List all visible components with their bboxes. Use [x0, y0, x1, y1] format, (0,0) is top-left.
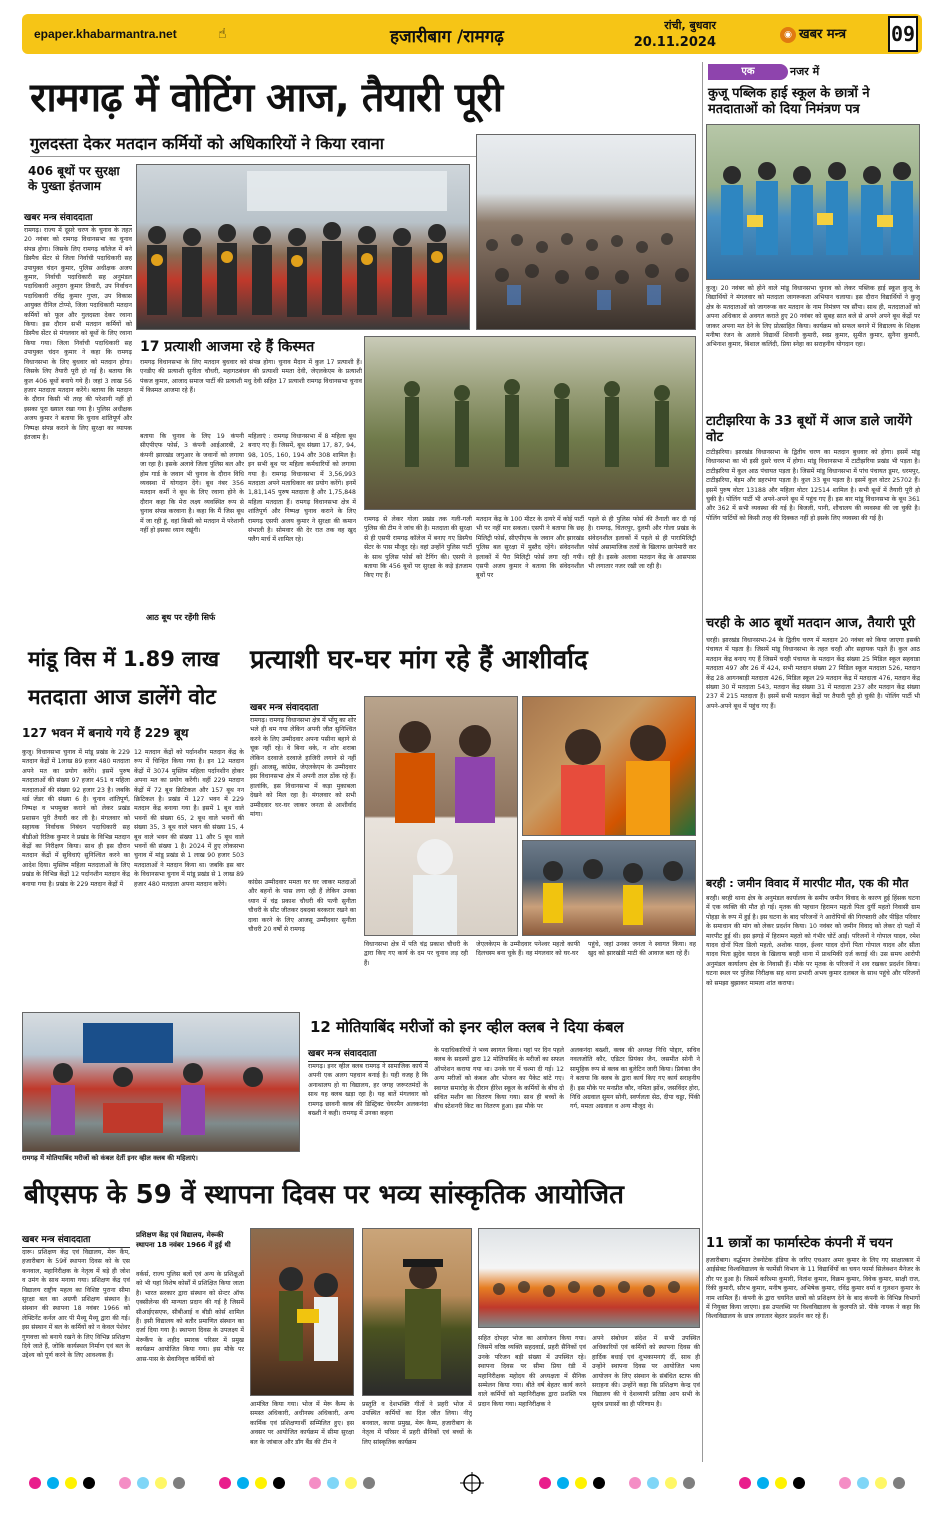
candidates-body: रामगढ़ विधानसभा के लिए मतदान बुधवार को संपन्न होगा। चुनाव मैदान में कुल 17 प्रत्याशी हैं। एनडीए की प्रत्याशी सुनीता चौधरी, महागठबंधन की प्रत्याशी ममता देवी, जेएलकेएम के प्रत्याशी पंकज कुमार, आजाद समाज पार्टी की प्रत्याशी मधु देवी सहित 17 प्रत्याशी रामगढ़ विधानसभा चुनाव में किस्मत आजमा रहे हैं।	[140, 359, 362, 395]
charhi-body: चरही। झारखंड विधानसभा-24 के द्वितीय चरण में मतदान 20 नवंबर को किया जाएगा इसकी पंचायत में पड़ता है। जिसमें मांडू विधानसभा के तहत चरही और सहायक पड़ते हैं। कुल आठ मतदान केंद्र बनाए गए हैं जिसमें चरही पंचायत के मतदान केंद्र संख्या 25 मिडिल स्कूल सहवाडा मतदाता 497 और 26 में 424, सभी मतदान संख्या 27 मिडिल स्कूल मतदाता 526, मतदान केंद्र 28 आगनबाड़ी मतदाता 426, मिडिल स्कूल 29 मतदान केंद्र में मतदाता 476, मतदान केंद्र संख्या 30 में मतदाता 543, मतदान केंद्र संख्या 31 में मतदाता 237 और मतदान केंद्र संख्या 237 में 215 मतदाता हैं। इसमें सभी मतदान केंद्रों पर तैयारी पूरी हो चुकी है। पोलिंग पार्टी भी अपने-अपने बूथ में पहुंच गए हैं।	[706, 637, 920, 710]
lead-body-col4: रामगढ़ से लेकर गोला प्रखंड तक गली-गली पुलिस की टीम ने जांच की है। मतदाता की सुरक्षा से ही एसपी रामगढ़ कॉलेज में बनाए गए डिस्पैच सेंटर के पास मौजूद रहे। वहां उन्होंने पुलिस पार्टी के साथ पुलिस फोर्स को टैगिंग की। एसपी ने बताया कि 456 बूथों पर सुरक्षा के कड़े इंतजाम किए गए हैं।	[364, 516, 472, 580]
mandu-headline-line2: मतदाता आज डालेंगे वोट	[28, 685, 216, 709]
candidate-mamta-photo	[522, 696, 696, 836]
saluting-officer-icon	[363, 1229, 472, 1396]
bsf-side-note: प्रशिक्षण केंद्र एवं विद्यालय, मेरूकी स्थापना 18 नवंबर 1966 में हुई थी	[136, 1231, 231, 1249]
women-greeting-icon	[523, 697, 696, 836]
inner-wheel-caption: रामगढ़ में मोतियाबिंद मरीजों को कंबल देतीं इनर व्हील क्लब की महिलाएं।	[22, 1154, 198, 1162]
bsf-function-photo	[478, 1228, 700, 1328]
issue-date: 20.11.2024	[633, 35, 716, 50]
lead-body-col6: पहले से ही पुलिस फोर्स की तैनाती कर दी गई है। रामगढ़, चितरपुर, दुलमी और गोला प्रखंड के संवेदनशील इलाकों में पहले से ही पारामिलिट्री फोर्स असामाजिक तत्वों के खिलाफ छापेमारी कर रही है। इसके अलावा मतदान केंद्र के आसपास भी लगातार नजर रखी जा रही है।	[588, 516, 696, 571]
bsf-officer-photo	[362, 1228, 472, 1396]
lead-subheadline: गुलदस्ता देकर मतदान कर्मियों को अधिकारियों ने किया रवाना	[30, 132, 490, 157]
mandu-body-col2: 12 मतदान केंद्रों को पर्दानशीन मतदान केंद्र के रूप में चिन्हित किया गया है। इन 12 मतदान केंद्रों में 3074 मुस्लिम महिला पर्दानशीन होकर अपना मत का प्रयोग करेंगी। वहीं 229 मतदान केंद्रों में 72 बूथ क्रिटिकल और 157 बूथ नन क्रिटिकल है। प्रखंड में 127 भवन में 229 मतदान केंद्र बनाया गया है। इसमें 1 बूथ वाले भवनों की संख्या 65, 2 बूथ वाले भवनों की संख्या 35, 3 बूथ वाले भवन की संख्या 15, 4 बूथ वाले भवन की संख्या 11 और 5 बूथ वाले भवनों की संख्या 1 है। 2024 में हुए लोकसभा चुनाव में मांडू प्रखंड से 1 लाख 90 हजार 503 मतदाताओं ने मतदान किया था। जबकि इस बार के विधानसभा चुनाव में मांडू प्रखंड से 1 लाख 89 हजार 480 मतदाता अपना मतदान करेंगे।	[134, 749, 244, 888]
candidate-figures-icon	[365, 697, 518, 936]
blanket-distribution-icon	[23, 1013, 300, 1152]
officials-figures-icon	[137, 165, 470, 330]
lead-body: रामगढ़। राज्य में दूसरे चरण के चुनाव के तहत 20 नवंबर को रामगढ़ विधानसभा का चुनाव संपन्न होगा। जिसके लिए रामगढ़ कॉलेज में बने डिस्पैच सेंटर से जिला निर्वाची पदाधिकारी सह उपायुक्त चंदन कुमार, पुलिस अधीक्षक अजय कुमार, निर्वाची पदाधिकारी सह अनुमंडल पदाधिकारी अनुराग कुमार तिवारी, उप निर्वाचन पदाधिकारी रविंद्र कुमार गुप्ता, उप विकास आयुक्त रौनिल टोप्पो, जिला पदाधिकारी मतदान कर्मियों को फूल और गुलदस्ता देकर रवाना किया। इस दौरान सभी मतदान कर्मियों को डिस्पैच सेंटर से मंगलवार को बूथों के लिए रवाना किया गया। जिला निर्वाची पदाधिकारी सह उपायुक्त चंदन कुमार ने कहा कि रामगढ़ विधानसभा के लिए बुधवार को मतदान होगा। जिसके लिए तैयारी पूरी हो गई है। बताया कि कुल 406 बूथों बनाये गये हैं। जहां 3 लाख 56 हजार मतदाता मतदान करेंगे। बताया कि मतदान के दौरान किसी भी तरह की परेशानी नहीं हो इसका पूरा ख्याल रखा गया है। पुलिस अधीक्षक अजय कुमार ने बताया कि चुनाव शांतिपूर्ण और निष्पक्ष संपन्न कराने के लिए सुरक्षा का व्यापक इंतजाम है।	[24, 227, 132, 441]
candidate-body-col2: कांग्रेस उम्मीदवार ममता घर घर जाकर मतदाओं और बहनों के पास लगा रही हैं लेकिन उनका ध्यान में चंद्र प्रकाश चौधरी की पत्नी सुनीता चौधरी के सीट जीतकर दबदबा बरकरार रखने का दावा करने के लिए आजसू उम्मीदवार सुनीता चौधरी 20 वर्षों से रामगढ़	[248, 878, 356, 1004]
kuju-school-body: कुजू। 20 नवंबर को होने वाले मांडू विधानसभा चुनाव को लेकर पब्लिक हाई स्कूल कुजू के विद्यार्थियों ने मंगलवार को मतदाता जागरूकता अभियान चलाया। इस दौरान विद्यार्थियों ने कुजू क्षेत्र के मतदाताओं को जागरूक कर मतदान के नाम निमंत्रण पत्र सौंपा। साथ ही, मतदाताओं को अपना अधिकार से अवगत कराते हुए 20 नवंबर को सुबह सात बजे से अपने अपने बूथ केंद्रों पर जाकर अपना मत देने के लिए प्रोत्साहित किया। कार्यक्रम को सफल बनाने में विद्यालय के शिक्षक मनीषा रंजन के अलावे विद्यार्थी शिवानी कुमारी, स्वप्न कुमार, सुमीत कुमार, सुनैना कुमारी, अभिनाश कुमार, बिशाल कलिंदी, प्रिया स्नेहा का सराहनीय योगदान रहा।	[706, 285, 920, 349]
city-day: रांची, बुधवार	[664, 19, 716, 32]
mandu-headline-line1: मांडू विस में 1.89 लाख	[28, 647, 220, 671]
paper-logo[interactable]	[780, 24, 846, 43]
sidebar-divider	[702, 62, 703, 1462]
candidate-caption-3: पहुंचे, जहां उनका जनता ने स्वागत किया। वह खुद को झारखंडी माटी की आवाज बता रहे हैं।	[588, 941, 696, 958]
date-block	[626, 17, 716, 51]
logo-icon: ◉	[780, 27, 796, 43]
candidate-panesh-photo	[522, 840, 696, 936]
dispatch-officials-photo	[136, 164, 470, 330]
bsf-award-photo	[250, 1228, 354, 1396]
lead-kicker: 406 बूथों पर सुरक्षा के पुख्ता इंतजाम	[28, 164, 120, 193]
lead-headline: रामगढ़ में वोटिंग आज, तैयारी पूरी	[30, 75, 503, 121]
inner-wheel-body-col3: अलकनंदा बख्शी, क्लब की अध्यक्ष निधि पोद्दार, सचिव नवलजोति कौर, एडिटर प्रियंका जैन, जसमीत सोनी ने सामूहिक रूप से क्लब का बुलेटिन जारी किया। प्रियंका जैन ने बताया कि क्लब के द्वारा कार्य किए गए कार्य सराहनीय हैं। इस मौके पर मनप्रीत कौर, नमिता झोंथ, जसविंदर होरा, निधि अग्रवाल सुमन सोनी, स्वर्णलता सेठ, दीपा चड्डा, पिंकी गर्ग, ममता अग्रवाल व अन्य मौजूद थे।	[570, 1047, 700, 1111]
lead-body-col2: बताया कि चुनाव के लिए 19 कंपनी सीएपीएफ फोर्स, 3 कंपनी आईआरबी, 2 कंपनी झारखंड जगुआर के जवानों को लगाया जा रहा है। इसके अलावे जिला पुलिस बल और होम गार्ड के जवान भी चुनाव के दौरान विधि व्यवस्था में योगदान देंगे। बूथ नंबर 356 मतदान कर्मी ने बूथ के लिए रवाना होने के दौरान कहा कि मेरा लक्ष्य व्यवस्थित रूप से चुनाव संपन्न करवाना है। कहा कि मैं जिस बूथ में जा रही हूं, वहां किसी को मतदान में परेशानी नहीं हो इसका ध्यान रखूंगी।	[140, 433, 244, 535]
bsf-body-col6: अपने संबोधन संदेश में सभी उपस्थित अधिकारियों एवं कर्मियों को स्थापना दिवस की हार्दिक बधाई एवं शुभकामनाएं दीं, साथ ही उन्होंने स्थापना दिवस पर आयोजित भव्य आयोजन के लिए संस्थान के संबंधित स्टाफ की सराहना की। उन्होंने कहा कि प्रशिक्षण केन्द्र एवं विद्यालय की ये देशव्यापी प्रतिष्ठा आप सभी के सुयंत्र प्रयासों का ही परिणाम है।	[592, 1335, 700, 1408]
print-registration-marks	[25, 1472, 920, 1494]
site-url[interactable]: epaper.khabarmantra.net	[34, 27, 177, 41]
barhi-body: बरही। बरही थाना क्षेत्र के अनुमंडल कार्यालय के समीप जमीन विवाद के कारण हुई हिंसक घटना में एक व्यक्ति की मौत हो गई। मृतक की पहचान हिरामन महतो पिता दुर्गी महतो निवासी ग्राम पोहड़ा के रूप में हुई है। इस घटना के बाद परिजनों ने आरोपियों की गिरफ्तारी और पीड़ित परिवार के समाधान की मांग को लेकर प्रदर्शन किया। 10 नवंबर को जमीन विवाद को लेकर दो पक्षों में मारपीट हुई थी। इस झगड़े में हिरामन महतो को गंभीर चोटें आईं। परिजनों ने गोपाल यादव, रमेश यादव दोनों पिता डिलो महतो, अशोक यादव, ईश्वर यादव दोनों पिता गोपाल यादव और सीता यादव पिता झुदेव यादव के खिलाफ बरही थाना में प्राथमिकी दर्ज कराई थी। उस समय आरोपी अनुमंडल कार्यालय क्षेत्र के निवासी हैं। मौके पर मृतक के परिजनों ने शव रखकर प्रदर्शन किया। घटना स्थल पर पुलिस निरीक्षक सह थाना प्रभारी अभय कुमार दलबल के साथ पहुंचे और परिजनों को समझा बुझाकर मामला शांत कराया।	[706, 895, 920, 987]
villagers-icon	[523, 841, 696, 936]
logo-text: खबर मन्त्र	[799, 27, 847, 42]
officer-icon	[251, 1229, 354, 1396]
page-number: 09	[888, 16, 918, 52]
bsf-body-col4: प्रस्तुति व देशभक्ति गीतों ने प्रहरी भोज में उपस्थित कर्मियों का दिल जीत लिया। नीतू बनवाल, काया प्रमुख, मेरू कैम्प, हजारीबाग के नेतृत्व में परिसर में प्रहरी सैनिकों एवं बच्चों के लिए सांस्कृतिक कार्यक्रम	[362, 1401, 472, 1446]
lead-body-col3: महिलाएं : रामगढ़ विधानसभा में 8 महिला बूथ बनाए गए हैं। जिसमें, बूथ संख्या 17, 87, 94, 98, 105, 160, 194 और 308 शामिल है। इन सभी बूथ पर महिला कर्मचारियों को लगाया गया है। रामगढ़ विधानसभा में 3,56,993 मतदाता अपने मताधिकार का प्रयोग करेंगे। इनमें 1,81,145 पुरुष मतदाता है और 1,75,848 महिला मतदाता हैं। रामगढ़ विधानसभा क्षेत्र में शांतिपूर्ण और निष्पक्ष चुनाव कराने के लिए रामगढ़ एसपी अजय कुमार ने सुरक्षा की कमान संभाली है। सोमवार की देर रात तक वह खुद फ्लैग मार्च में शामिल रहे।	[248, 433, 356, 544]
candidate-caption-1: विधानसभा क्षेत्र में पति चंद्र प्रकाश चौधरी के द्वारा किए गए कार्य के दम पर चुनाव लड़ रही हैं।	[364, 941, 468, 967]
students-icon	[707, 125, 920, 280]
bsf-body-col2: वर्कर्स, राज्य पुलिस बलों एवं अन्य के प्रशिक्षुओं को भी यहां विशेष कोर्सों में प्रशिक्षित किया जाता है। भारत सरकार द्वारा संस्थान को सेन्टर ऑफ एक्सीलेन्स की मान्यता प्रदान की गई है जिसमें सीआईएसएफ, सीबीआई व बीडी कोर्स शामिल हैं। इसी विद्यालय को बतौर प्रमाणित संस्थान का दर्जा दिया गया है। स्थापना दिवस के उपलक्ष्य में मेरूकैंप के शहीद स्मारक परिसर में प्रमुख कार्यक्रम आयोजित किया गया। इस मौके पर आस-पास के सेवानिवृत्त कर्मियों को	[136, 1271, 244, 1363]
tatijharia-body: टाटीझरिया। झारखंड विधानसभा के द्वितीय चरण का मतदान बुधवार को होगा। इसमें मांडू विधानसभा का भी इसी दुसरे चरण में होगा। मांडू विधानसभा में टाटीझरिया प्रखंड भी पड़ता है। टाटीझरिया में कुल आठ पंचायत पड़ता है। जिसमें मांडू विधानसभा में पांच पंचायत डूमर, धरमपुर, टाटीझरिया, बेड़म और डहरभंगा पड़ता है। कुल 33 बूथ पड़ता है। इसमें कुल वोटर 25702 हैं। इसमें पुरुष वोटर 13188 और महिला वोटर 12514 शामिल है। सभी बूथों में तैयारी पूरी हो चुकी है। पोलिंग पार्टी भी अपने-अपने बूथ में पहुंच गए हैं। इस बार मांडू विधानसभा के बूथ 361 और 362 में सभी व्यवस्था की गई है। बिजली, पानी, शौचालय की व्यवस्था की जा चुकी है। पोलिंग पार्टियों को किसी तरह की दिक्कत नहीं हो इसके लिए व्यवस्था की गई है।	[706, 449, 920, 522]
mandu-body-col1: कुजू। विधानसभा चुनाव में मांडू प्रखंड के 229 मतदान केंद्रों में 1लाख 89 हजार 480 मतदाता अपने मत का प्रयोग करेंगे। इसमें पुरुष मतदाताओं की संख्या 97 हजार 451 व महिला मतदाताओं की संख्या 92 हजार 23 है। जबकि थर्ड जेंडर की संख्या 6 है। चुनाव शांतिपूर्ण, निष्पक्ष व भयमुक्त कराने को लेकर प्रखंड प्रशासन पूरी तैयारी कर ली है। मंगलवार को सहायक निर्वाचक निबंधन पदाधिकारी सह बीडीओ रितिक कुमार ने प्रखंड के विभिन्न मतदान केंद्रों का निरीक्षण किया। साथ ही इस दौरान मतदान केंद्रों में सुविधाएं सुनिश्चित करने का आदेश दिया। मुस्लिम महिला मतदाताओं के लिए प्रखंड के विभिन्न केंद्रों 12 पर्दानशीन मतदान केंद्र बनाया गया है। प्रखंड के 229 मतदान केंद्रों में	[22, 749, 130, 888]
inner-wheel-body-col2: के पदाधिकारियों ने भव्य स्वागत किया। यहां पर दिन पहले क्लब के सदस्यों द्वारा 12 मोतियाबिंद के मरीजों का सफल ऑपरेशन कराया गया था। उनके घर में चश्मा दी गई। 12 अन्य मरीजों को कंबल और भोजन का पैकेट बांटे गए। स्वागत समारोह के दौरान हीरेश स्कूल के कर्मियों के बीच दो संचित मशीन का वितरण किया गया। साथ ही बच्चों के बीच स्टेशनरी किट का वितरण हुआ। इस मौके पर	[434, 1047, 564, 1111]
kuju-students-photo	[706, 124, 920, 280]
inner-wheel-photo	[22, 1012, 300, 1152]
candidate-sunita-photo	[364, 696, 518, 936]
tatijharia-headline: टाटीझरिया के 33 बूथों में आज डाले जायेंगे वोट	[706, 414, 912, 445]
bsf-body-col1: दारू। प्रशिक्षण केंद्र एवं विद्यालय, मेरू कैंप, हजारीबाग के 59वें स्थापना दिवस को के एस कनवाल, महानिरीक्षक के नेतृत्व में बड़े ही जोश व उमंग के साथ मनाया गया। प्रशिक्षण केंद्र एवं विद्यालय राष्ट्रीय महत्व का विशिष्ट पुराना सीमा सुरक्षा बल का अग्रणी प्रशिक्षण संस्थान है। संस्थान की स्थापना 18 नवंबर 1966 को लेफ्टिनेंट कर्नल आर पी मैथ्यू मैथ्यू द्वारा की गई। इस संस्थान में बल के कर्मियों को न केवल पेशेवर गुणवत्ता को बनाये रखने के लिए विभिन्न प्रशिक्षण दिये जाते हैं, जोकि कार्यस्थल निर्माण एवं बल के उद्देश्य को पूर्ण करने के लिए आवश्यक हैं।	[22, 1249, 130, 1360]
candidates-subheadline: 17 प्रत्याशी आजमा रहे हैं किस्मत	[140, 339, 315, 355]
sidebar-tag-2: नजर में	[790, 65, 820, 78]
mandu-kicker: 127 भवन में बनाये गये हैं 229 बूथ	[22, 726, 189, 740]
bsf-headline: बीएसफ के 59 वें स्थापना दिवस पर भव्य सांस्कृतिक आयोजित	[24, 1180, 624, 1210]
pharma-body: हजारीबाग। वर्द्धमान टेक्नोटेक इंडिया के जरिए एचआर अमर कुमार के लिए गए साक्षात्कार में आईसेक्ट विश्वविद्यालय के फार्मेसी विभाग के 11 विद्यार्थियों का चयन फार्मा सिलेक्शन मैनेजर के तौर पर हुआ है। जिसमें करिश्मा कुमारी, नितांश कुमार, विक्रम कुमार, विवेक कुमार, साक्षी राज, रिंकी कुमारी, सौरभ कुमार, मनीष कुमार, अभिषेक कुमार, रविंद्र कुमार वर्मा व गुलशन कुमार के नाम शामिल हैं। कंपनी के द्वारा चयनित छात्रों को प्रशिक्षण देने के बाद कंपनी के विभिन्न विभागों में नियुक्त किया जाएगा। इस उपलब्धि पर विश्वविद्यालय के कुलपति प्रो. पीके नायक ने कहा कि विश्वविद्यालय के छात्र लगातार बेहतर प्रदर्शन कर रहे हैं।	[706, 1257, 920, 1321]
sidebar-tag-1: एक	[708, 64, 788, 80]
women-booth-subhead: आठ बूथ पर रहेंगी सिर्फ	[146, 613, 216, 622]
barhi-headline: बरही : जमीन विवाद में मारपीट मौत, एक की मौत	[706, 877, 909, 890]
candidate-caption-2: जेएलकेएम के उम्मीदवार पनेश्वर महतो काफी दिलचस्प बना चुके हैं। वह मंगलवार को घर-घर	[476, 941, 580, 958]
kuju-school-headline: कुजू पब्लिक हाई स्कूल के छात्रों ने मतदाताओं को दिया निमंत्रण पत्र	[708, 86, 870, 117]
inner-wheel-body-col1: रामगढ़। इनर व्हील क्लब रामगढ़ ने सामाजिक कार्य में अपनी एक अलग पहचान बनाई है। यही वजह है कि अनाथालय हो या विद्यालय, हर जगह जरूरतमंदों के साथ यह क्लब खड़ा रहा है। यह बातें मंगलवार को रामगढ़ छावनी क्लब की डिस्ट्रिक्ट चेयरमैन अलकनंदा बख्शी ने कही। रामगढ़ में उनका कहना	[308, 1063, 428, 1118]
gathering-icon	[479, 1229, 700, 1328]
bsf-byline: खबर मन्त्र संवाददाता	[22, 1232, 130, 1248]
flag-march-photo	[364, 336, 696, 510]
charhi-headline: चरही के आठ बूथों मतदान आज, तैयारी पूरी	[706, 616, 916, 631]
crowd-icon	[477, 135, 696, 330]
inner-wheel-headline: 12 मोतियाबिंद मरीजों को इनर व्हील क्लब ने दिया कंबल	[310, 1018, 624, 1036]
pharma-headline: 11 छात्रों का फार्मास्टेक कंपनी में चयन	[706, 1236, 893, 1251]
lead-body-col5: मतदान केंद्र के 100 मीटर के दायरे में कोई पार्टी भी पर नहीं मार सकता। एसपी ने बताया कि छह मिलिट्री फोर्स, सीएपीएफ के जवान और झारखंड पुलिस बल सुरक्षा में मुस्तैद रहेंगे। संवेदनशील इलाकों में पैरा मिलिट्री फोर्स लगा रही गयी। एसपी अजय कुमार ने बताया कि संवेदनशील बूथों पर	[476, 516, 584, 580]
inner-wheel-byline: खबर मन्त्र संवाददाता	[308, 1046, 428, 1062]
candidate-headline: प्रत्याशी घर-घर मांग रहे हैं आशीर्वाद	[250, 645, 588, 675]
registration-circles-icon	[25, 1472, 920, 1494]
pointer-icon: ☝	[218, 26, 227, 42]
polling-staff-crowd-photo	[476, 134, 696, 330]
bsf-body-col3: आमंत्रित किया गया। भोज में मेरू कैम्प के समस्त अधिकारी, अधीनस्थ अधिकारी, अन्य कार्मिक एवं प्रशिक्षणार्थी सम्मिलित हुए। इस अवसर पर आयोजित कार्यक्रम में सीमा सुरक्षा बल के जांबाज और डॉग बैंड की टीम ने	[250, 1401, 354, 1446]
bsf-body-col5: सहित दोपहर भोज का आयोजन किया गया। जिसमें वरिष्ठ व्यक्ति सहदवार्ड, प्रहरी सैनिकों एवं उनके परिजन बड़ी संख्या में उपस्थित रहे। स्थापना दिवस पर सीमा प्रिया रंडी में महानिरीक्षक महोदय की अध्यक्षता में सैनिक सम्मेलन किया गया। बीते वर्ष बेहतर कार्य करने वाले कर्मियों को महानिरीक्षक द्वारा प्रशस्ति पत्र प्रदान किया गया। महानिरीक्षक ने	[478, 1335, 586, 1408]
section-title: हजारीबाग /रामगढ़	[390, 27, 504, 47]
candidate-body-col1: रामगढ़। रामगढ़ विधानसभा क्षेत्र में भोंपू का शोर भले ही थम गया लेकिन अपनी जीत सुनिश्चित करने के लिए उम्मीदवार अपना पसीना बहाने से चूक नहीं रहे। वे बिना थके, न शोर शराबा लेकिन दरवाजे दरवाजे हाजिरी लगाने से नहीं हुई। आजसू, कांग्रेस, जेएलकेएम के उम्मीदवार इस विधानसभा क्षेत्र में अपनी ताल ठोंक रहे हैं। हालांकि, इस विधानसभा में कड़ा मुकाबला देखने को मिल रहा है। मंगलवार को सभी उम्मीदवार घर-घर जाकर जनता से आशीर्वाद मांगा।	[250, 717, 356, 819]
police-figures-icon	[365, 337, 696, 510]
lead-byline: खबर मन्त्र संवाददाता	[24, 210, 132, 226]
candidate-byline: खबर मन्त्र संवाददाता	[250, 700, 356, 716]
